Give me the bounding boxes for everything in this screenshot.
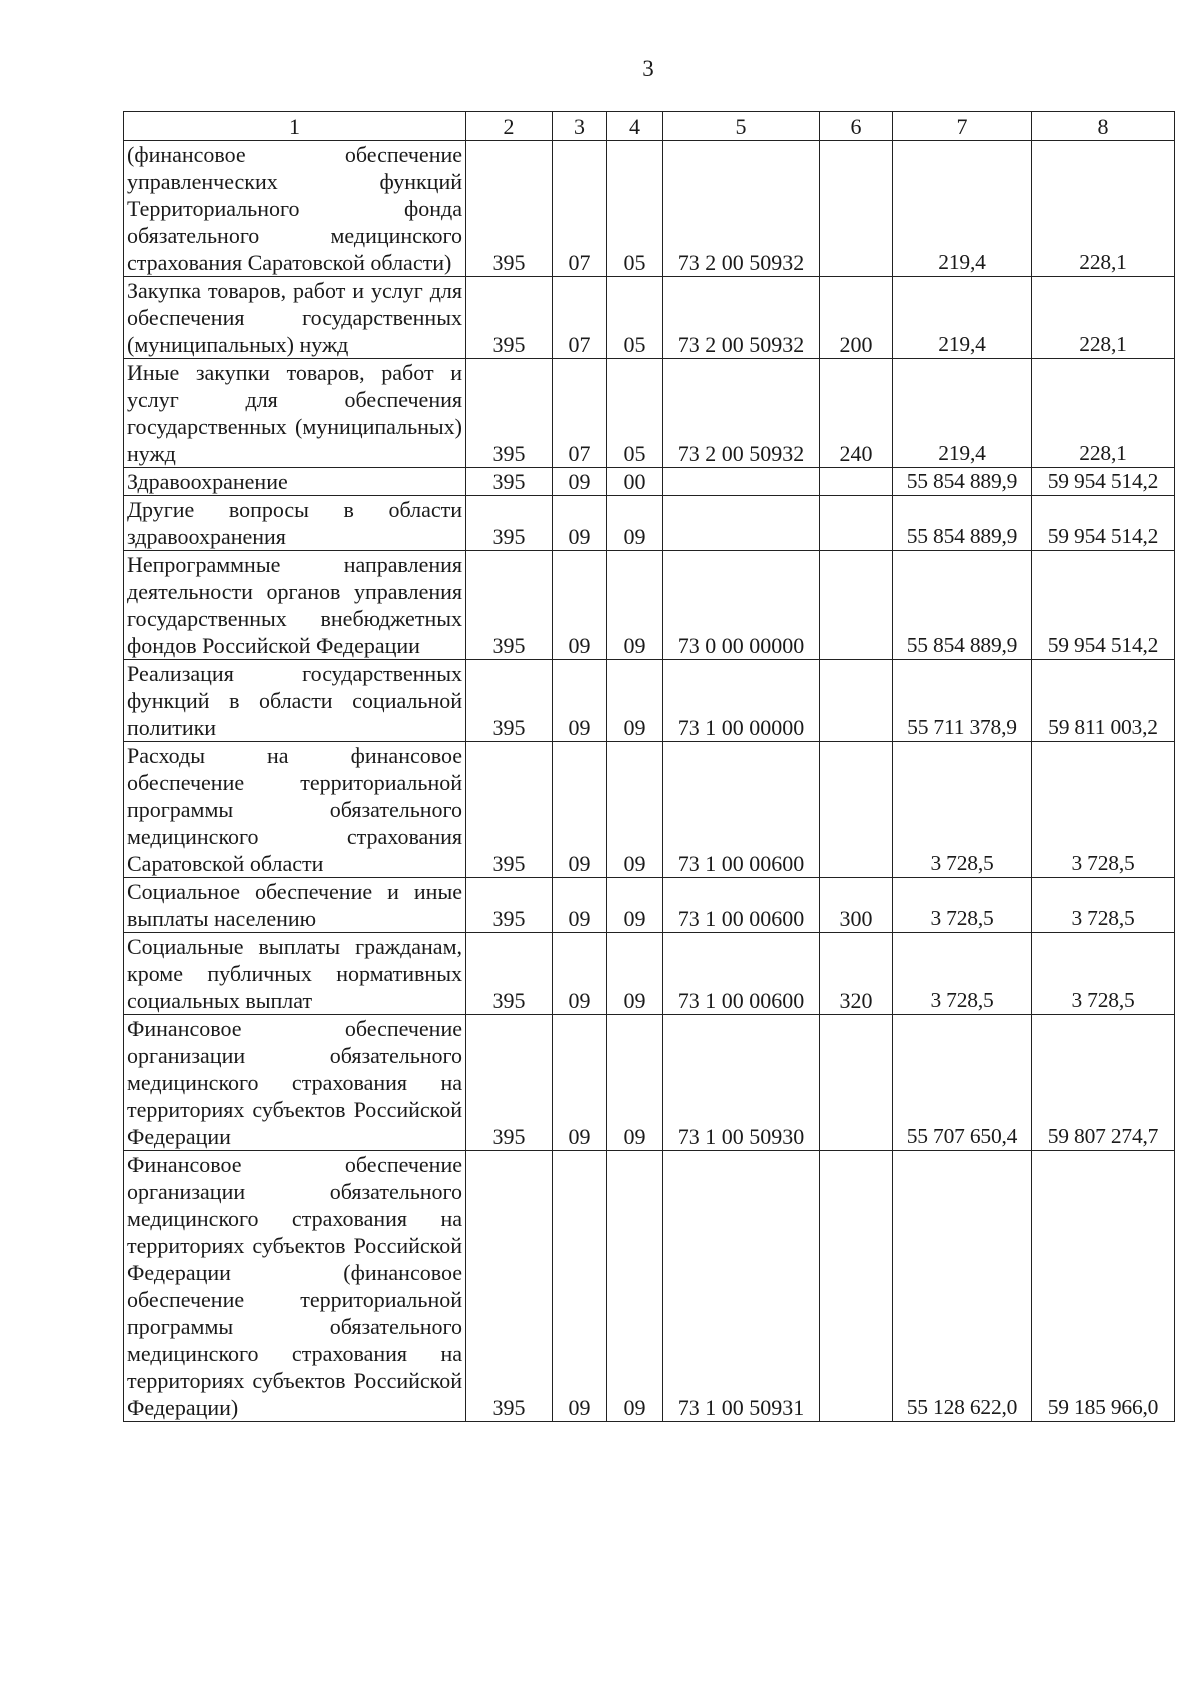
subsection-code: 00 bbox=[607, 468, 663, 496]
table-row bbox=[124, 551, 1175, 660]
amount-year-1: 55 707 650,4 bbox=[893, 1015, 1032, 1151]
target-article-code: 73 2 00 50932 bbox=[663, 141, 820, 277]
target-article-code bbox=[663, 496, 820, 551]
expense-type-code bbox=[820, 1015, 893, 1151]
table-row bbox=[124, 359, 1175, 468]
amount-year-1: 55 711 378,9 bbox=[893, 660, 1032, 742]
amount-year-1: 55 854 889,9 bbox=[893, 496, 1032, 551]
admin-code: 395 bbox=[466, 660, 553, 742]
amount-year-2: 59 185 966,0 bbox=[1032, 1151, 1175, 1422]
column-header-5: 5 bbox=[663, 112, 820, 141]
section-code: 09 bbox=[553, 1151, 607, 1422]
page-number: 3 bbox=[642, 56, 654, 81]
admin-code: 395 bbox=[466, 551, 553, 660]
amount-year-2: 3 728,5 bbox=[1032, 878, 1175, 933]
amount-year-2: 3 728,5 bbox=[1032, 742, 1175, 878]
column-header-3: 3 bbox=[553, 112, 607, 141]
admin-code: 395 bbox=[466, 1015, 553, 1151]
section-code: 09 bbox=[553, 742, 607, 878]
amount-year-1: 3 728,5 bbox=[893, 933, 1032, 1015]
target-article-code: 73 0 00 00000 bbox=[663, 551, 820, 660]
admin-code: 395 bbox=[466, 1151, 553, 1422]
section-code: 07 bbox=[553, 277, 607, 359]
table-row bbox=[124, 933, 1175, 1015]
amount-year-1: 55 128 622,0 bbox=[893, 1151, 1032, 1422]
subsection-code: 09 bbox=[607, 933, 663, 1015]
admin-code: 395 bbox=[466, 359, 553, 468]
subsection-code: 05 bbox=[607, 277, 663, 359]
table-body bbox=[124, 141, 1175, 1422]
table-row bbox=[124, 660, 1175, 742]
subsection-code: 09 bbox=[607, 878, 663, 933]
amount-year-2: 59 811 003,2 bbox=[1032, 660, 1175, 742]
admin-code: 395 bbox=[466, 933, 553, 1015]
amount-year-1: 55 854 889,9 bbox=[893, 551, 1032, 660]
table-row bbox=[124, 496, 1175, 551]
column-header-6: 6 bbox=[820, 112, 893, 141]
expense-type-code: 300 bbox=[820, 878, 893, 933]
admin-code: 395 bbox=[466, 878, 553, 933]
table-row bbox=[124, 277, 1175, 359]
amount-year-1: 3 728,5 bbox=[893, 878, 1032, 933]
amount-year-1: 55 854 889,9 bbox=[893, 468, 1032, 496]
section-code: 09 bbox=[553, 1015, 607, 1151]
expense-type-code bbox=[820, 742, 893, 878]
target-article-code: 73 2 00 50932 bbox=[663, 359, 820, 468]
target-article-code: 73 2 00 50932 bbox=[663, 277, 820, 359]
expense-type-code: 200 bbox=[820, 277, 893, 359]
subsection-code: 09 bbox=[607, 742, 663, 878]
expense-type-code bbox=[820, 660, 893, 742]
admin-code: 395 bbox=[466, 277, 553, 359]
table-header bbox=[124, 112, 1175, 141]
target-article-code: 73 1 00 00000 bbox=[663, 660, 820, 742]
subsection-code: 09 bbox=[607, 496, 663, 551]
expense-type-code bbox=[820, 141, 893, 277]
table-row bbox=[124, 468, 1175, 496]
subsection-code: 09 bbox=[607, 660, 663, 742]
amount-year-1: 219,4 bbox=[893, 141, 1032, 277]
target-article-code: 73 1 00 50930 bbox=[663, 1015, 820, 1151]
column-header-2: 2 bbox=[466, 112, 553, 141]
row-name: Финансовое обеспечение организации обязательного медицинского страхования на территориях субъектов Российской Федерации bbox=[124, 1015, 466, 1151]
section-code: 09 bbox=[553, 496, 607, 551]
subsection-code: 09 bbox=[607, 1015, 663, 1151]
expense-type-code bbox=[820, 1151, 893, 1422]
amount-year-2: 59 807 274,7 bbox=[1032, 1015, 1175, 1151]
target-article-code bbox=[663, 468, 820, 496]
admin-code: 395 bbox=[466, 496, 553, 551]
admin-code: 395 bbox=[466, 141, 553, 277]
amount-year-1: 219,4 bbox=[893, 359, 1032, 468]
amount-year-2: 59 954 514,2 bbox=[1032, 496, 1175, 551]
subsection-code: 09 bbox=[607, 1151, 663, 1422]
amount-year-2: 59 954 514,2 bbox=[1032, 551, 1175, 660]
section-code: 09 bbox=[553, 933, 607, 1015]
row-name: Здравоохранение bbox=[124, 468, 466, 496]
expense-type-code bbox=[820, 496, 893, 551]
row-name: Социальное обеспечение и иные выплаты населению bbox=[124, 878, 466, 933]
section-code: 07 bbox=[553, 141, 607, 277]
admin-code: 395 bbox=[466, 742, 553, 878]
row-name: (финансовое обеспечение управленческих функций Территориального фонда обязательного медицинского страхования Саратовской области) bbox=[124, 141, 466, 277]
target-article-code: 73 1 00 00600 bbox=[663, 878, 820, 933]
column-header-1: 1 bbox=[124, 112, 466, 141]
amount-year-1: 3 728,5 bbox=[893, 742, 1032, 878]
admin-code: 395 bbox=[466, 468, 553, 496]
amount-year-2: 228,1 bbox=[1032, 359, 1175, 468]
target-article-code: 73 1 00 50931 bbox=[663, 1151, 820, 1422]
table-row bbox=[124, 1015, 1175, 1151]
row-name: Реализация государственных функций в области социальной политики bbox=[124, 660, 466, 742]
expense-type-code: 240 bbox=[820, 359, 893, 468]
header-row bbox=[124, 112, 1175, 141]
expense-type-code: 320 bbox=[820, 933, 893, 1015]
row-name: Непрограммные направления деятельности органов управления государственных внебюджетных фондов Российской Федерации bbox=[124, 551, 466, 660]
row-name: Иные закупки товаров, работ и услуг для обеспечения государственных (муниципальных) нужд bbox=[124, 359, 466, 468]
section-code: 09 bbox=[553, 660, 607, 742]
column-header-7: 7 bbox=[893, 112, 1032, 141]
row-name: Социальные выплаты гражданам, кроме публичных нормативных социальных выплат bbox=[124, 933, 466, 1015]
subsection-code: 09 bbox=[607, 551, 663, 660]
amount-year-2: 228,1 bbox=[1032, 277, 1175, 359]
section-code: 09 bbox=[553, 878, 607, 933]
row-name: Другие вопросы в области здравоохранения bbox=[124, 496, 466, 551]
column-header-4: 4 bbox=[607, 112, 663, 141]
table-row bbox=[124, 878, 1175, 933]
target-article-code: 73 1 00 00600 bbox=[663, 742, 820, 878]
amount-year-1: 219,4 bbox=[893, 277, 1032, 359]
table-row bbox=[124, 1151, 1175, 1422]
table-row bbox=[124, 141, 1175, 277]
row-name: Финансовое обеспечение организации обязательного медицинского страхования на территориях субъектов Российской Федерации (финансовое обеспечение территориальной программы обязательного медицинского страхования на территориях субъектов Российской Федерации) bbox=[124, 1151, 466, 1422]
budget-table bbox=[123, 111, 1175, 1422]
section-code: 07 bbox=[553, 359, 607, 468]
column-header-8: 8 bbox=[1032, 112, 1175, 141]
row-name: Расходы на финансовое обеспечение территориальной программы обязательного медицинского страхования Саратовской области bbox=[124, 742, 466, 878]
amount-year-2: 3 728,5 bbox=[1032, 933, 1175, 1015]
section-code: 09 bbox=[553, 468, 607, 496]
section-code: 09 bbox=[553, 551, 607, 660]
expense-type-code bbox=[820, 551, 893, 660]
row-name: Закупка товаров, работ и услуг для обеспечения государственных (муниципальных) нужд bbox=[124, 277, 466, 359]
subsection-code: 05 bbox=[607, 141, 663, 277]
amount-year-2: 59 954 514,2 bbox=[1032, 468, 1175, 496]
table-row bbox=[124, 742, 1175, 878]
amount-year-2: 228,1 bbox=[1032, 141, 1175, 277]
subsection-code: 05 bbox=[607, 359, 663, 468]
target-article-code: 73 1 00 00600 bbox=[663, 933, 820, 1015]
expense-type-code bbox=[820, 468, 893, 496]
